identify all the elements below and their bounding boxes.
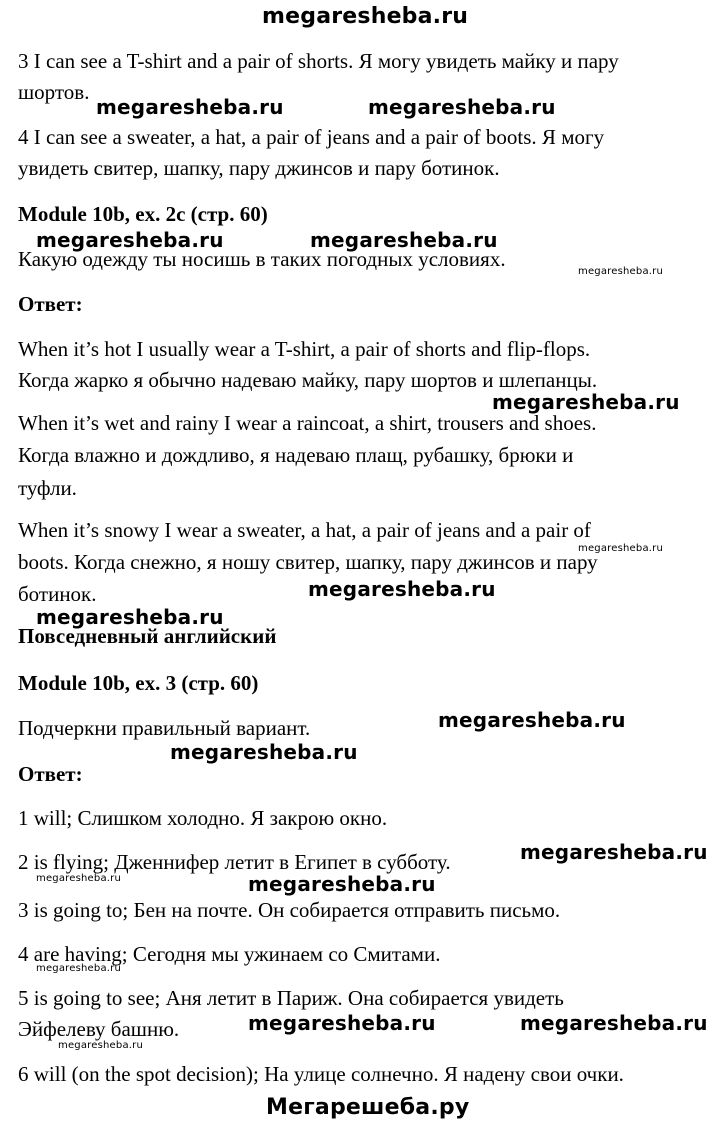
text-line: boots. Когда снежно, я ношу свитер, шапку, пару джинсов и пару <box>18 550 598 574</box>
answer-label: Ответ: <box>18 762 83 786</box>
text-line: When it’s snowy I wear a sweater, a hat, a pair of jeans and a pair of <box>18 518 591 542</box>
text-line: ботинок. <box>18 582 97 606</box>
text-line: 5 is going to see; Аня летит в Париж. Она собирается увидеть <box>18 986 564 1010</box>
text-line: Подчеркни правильный вариант. <box>18 716 311 740</box>
watermark: megaresheba.ru <box>248 872 436 896</box>
watermark: megaresheba.ru <box>36 228 224 252</box>
header-site-label: megaresheba.ru <box>262 4 469 29</box>
text-line: Когда влажно и дождливо, я надеваю плащ, рубашку, брюки и <box>18 443 574 467</box>
watermark: megaresheba.ru <box>310 228 498 252</box>
text-line: 4 I can see a sweater, a hat, a pair of jeans and a pair of boots. Я могу <box>18 125 605 149</box>
watermark: megaresheba.ru <box>368 95 556 119</box>
text-line: шортов. <box>18 80 90 104</box>
text-line: Какую одежду ты носишь в таких погодных условиях. <box>18 247 506 271</box>
watermark: megaresheba.ru <box>520 840 708 864</box>
watermark: megaresheba.ru <box>520 1011 708 1035</box>
text-line: Когда жарко я обычно надеваю майку, пару шортов и шлепанцы. <box>18 368 598 392</box>
text-line: 3 I can see a T-shirt and a pair of shorts. Я могу увидеть майку и пару <box>18 49 619 73</box>
watermark-small: megaresheba.ru <box>36 963 122 974</box>
text-line: 6 will (on the spot decision); На улице солнечно. Я надену свои очки. <box>18 1062 624 1086</box>
watermark-small: megaresheba.ru <box>36 873 122 884</box>
text-line: 3 is going to; Бен на почте. Он собирается отправить письмо. <box>18 898 561 922</box>
text-line: Эйфелеву башню. <box>18 1017 180 1041</box>
answer-label: Ответ: <box>18 292 83 316</box>
text-line: увидеть свитер, шапку, пару джинсов и пару ботинок. <box>18 156 500 180</box>
text-line: When it’s hot I usually wear a T-shirt, a pair of shorts and flip-flops. <box>18 337 591 361</box>
text-line: 4 are having; Сегодня мы ужинаем со Смитами. <box>18 942 441 966</box>
watermark-small: megaresheba.ru <box>58 1040 144 1051</box>
watermark: megaresheba.ru <box>170 740 358 764</box>
section-heading: Повседневный английский <box>18 624 277 648</box>
watermark: megaresheba.ru <box>248 1011 436 1035</box>
section-heading: Module 10b, ex. 2c (стр. 60) <box>18 202 268 226</box>
watermark-small: megaresheba.ru <box>578 543 664 554</box>
text-line: 1 will; Слишком холодно. Я закрою окно. <box>18 806 388 830</box>
text-line: 2 is flying; Дженнифер летит в Египет в субботу. <box>18 850 451 874</box>
section-heading: Module 10b, ex. 3 (стр. 60) <box>18 671 259 695</box>
footer-site-label: Мегарешеба.ру <box>266 1095 470 1120</box>
watermark: megaresheba.ru <box>308 577 496 601</box>
watermark: megaresheba.ru <box>36 605 224 629</box>
watermark: megaresheba.ru <box>438 708 626 732</box>
text-line: туфли. <box>18 476 77 500</box>
watermark: megaresheba.ru <box>96 95 284 119</box>
watermark-small: megaresheba.ru <box>578 266 664 277</box>
watermark: megaresheba.ru <box>492 390 680 414</box>
text-line: When it’s wet and rainy I wear a raincoat, a shirt, trousers and shoes. <box>18 411 597 435</box>
